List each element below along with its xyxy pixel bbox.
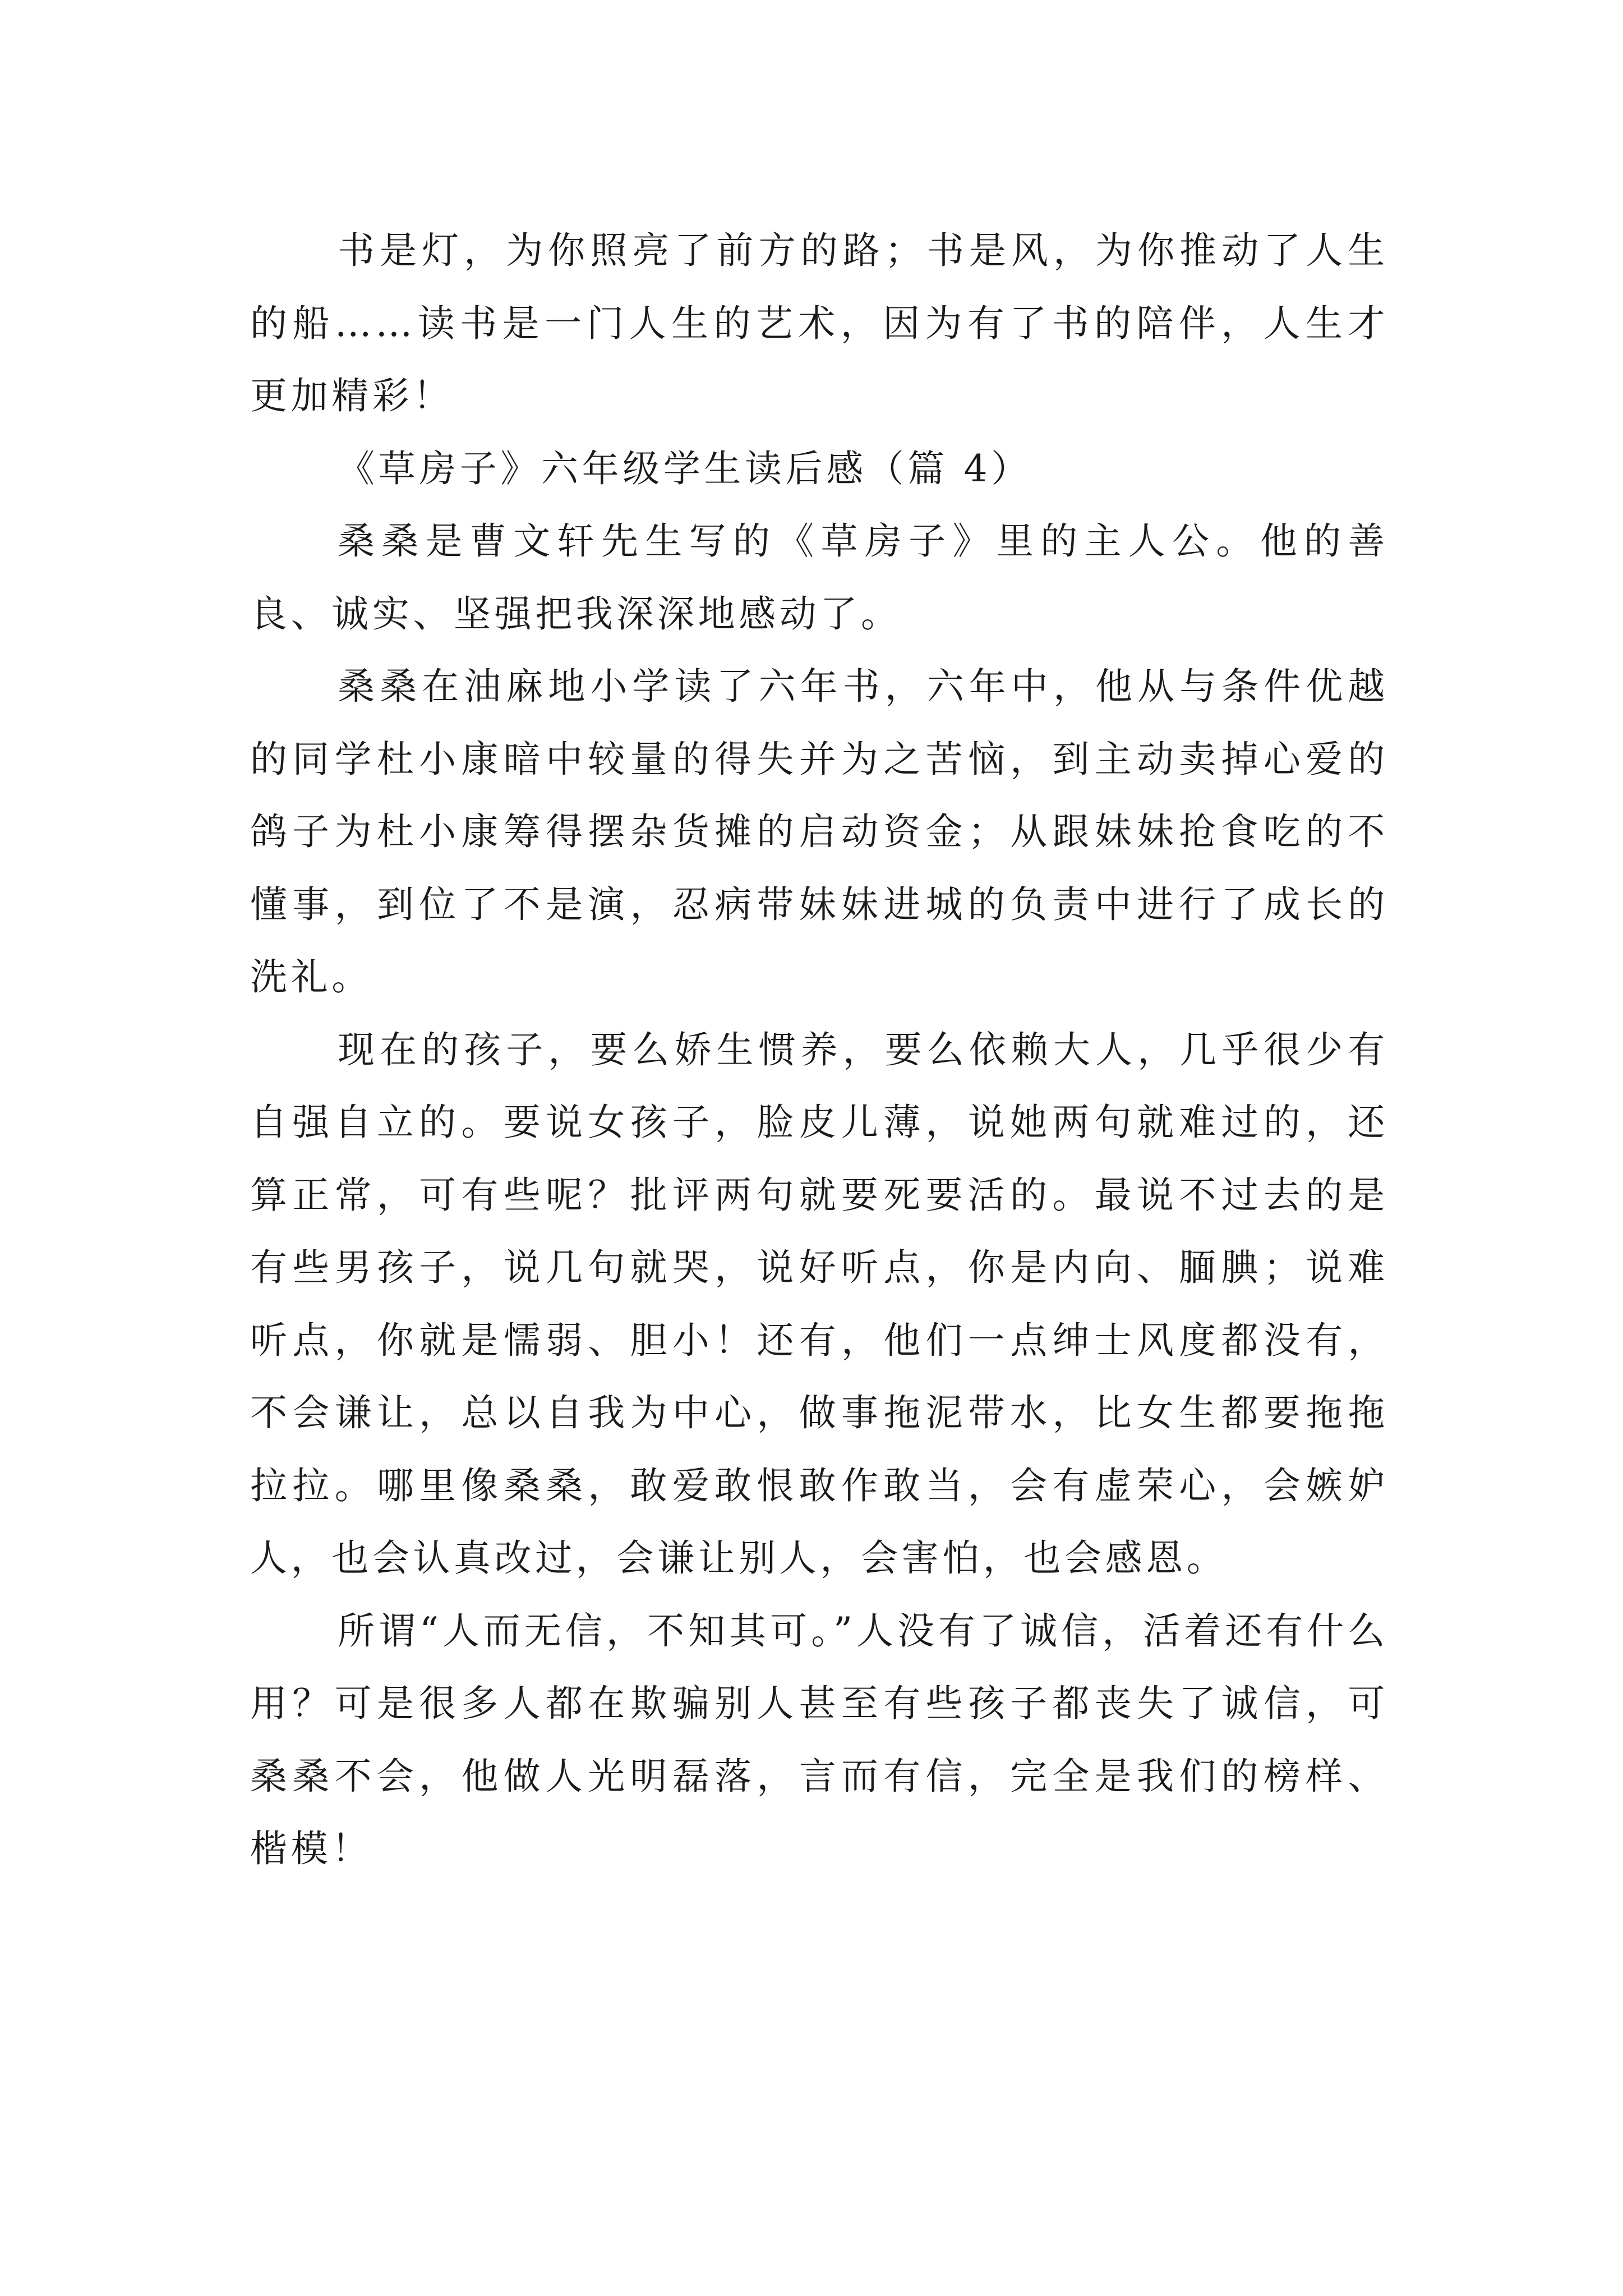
- paragraph-modern-children: 现在的孩子，要么娇生惯养，要么依赖大人，几乎很少有自强自立的。要说女孩子，脸皮儿薄，说她两句就难过的，还算正常，可有些呢？批评两句就要死要活的。最说不过去的是有些男孩子，说几句就哭，说好听点，你是内向、腼腆；说难听点，你就是懦弱、胆小！还有，他们一点绅士风度都没有，不会谦让，总以自我为中心，做事拖泥带水，比女生都要拖拖拉拉。哪里像桑桑，敢爱敢恨敢作敢当，会有虚荣心，会嫉妒人，也会认真改过，会谦让别人，会害怕，也会感恩。: [250, 1028, 1389, 1580]
- paragraph-honesty: 所谓“人而无信，不知其可。”人没有了诚信，活着还有什么用？可是很多人都在欺骗别人甚至有些孩子都丧失了诚信，可桑桑不会，他做人光明磊落，言而有信，完全是我们的榜样、楷模！: [250, 1609, 1389, 1870]
- paragraph-intro-sangsang: 桑桑是曹文轩先生写的《草房子》里的主人公。他的善良、诚实、坚强把我深深地感动了。: [250, 519, 1389, 636]
- paragraph-reading-reflection: 书是灯，为你照亮了前方的路；书是风，为你推动了人生的船……读书是一门人生的艺术，因为有了书的陪伴，人生才更加精彩！: [250, 229, 1389, 417]
- paragraph-six-years: 桑桑在油麻地小学读了六年书，六年中，他从与条件优越的同学杜小康暗中较量的得失并为之苦恼，到主动卖掉心爱的鸽子为杜小康筹得摆杂货摊的启动资金；从跟妹妹抢食吃的不懂事，到位了不是演，忍病带妹妹进城的负责中进行了成长的洗礼。: [250, 665, 1389, 999]
- document-body: [250, 214, 1389, 1885]
- essay-title-part-4: 《草房子》六年级学生读后感（篇 4）: [338, 447, 1032, 490]
